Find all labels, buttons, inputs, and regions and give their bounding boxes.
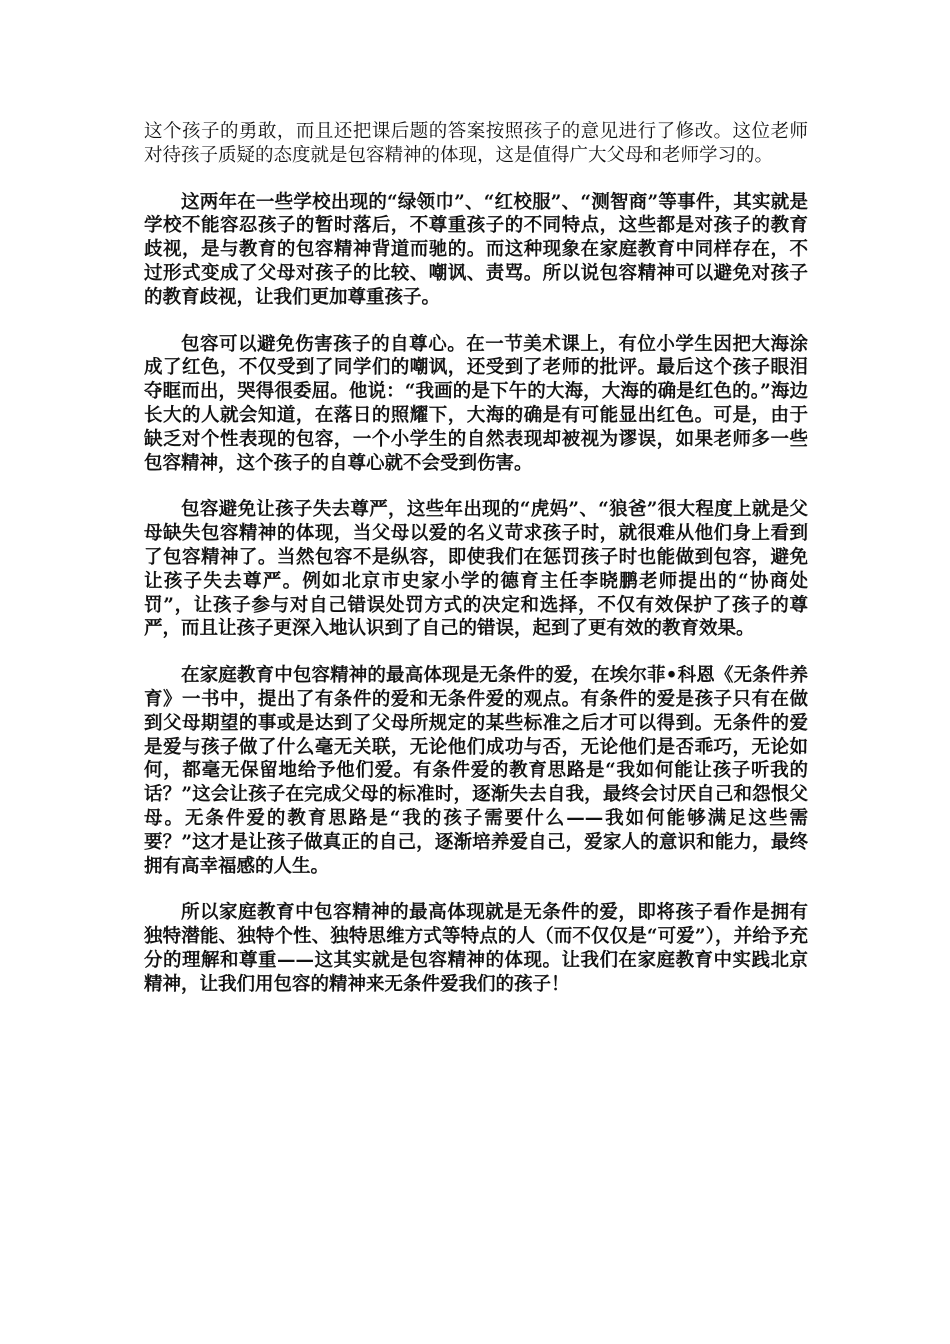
paragraph-2: 这两年在一些学校出现的“绿领巾”、“红校服”、“测智商”等事件，其实就是学校不能容忍孩子的暂时落后，不尊重孩子的不同特点，这些都是对孩子的教育歧视，是与教育的包容精神背道而驰的。而这种现象在家庭教育中同样存在，不过形式变成了父母对孩子的比较、嘲讽、责骂。所以说包容精神可以避免对孩子的教育歧视，让我们更加尊重孩子。	[144, 191, 808, 308]
document-body	[144, 120, 808, 1020]
paragraph-3: 包容可以避免伤害孩子的自尊心。在一节美术课上，有位小学生因把大海涂成了红色，不仅受到了同学们的嘲讽，还受到了老师的批评。最后这个孩子眼泪夺眶而出，哭得很委屈。他说：“我画的是下午的大海，大海的确是红色的。”海边长大的人就会知道，在落日的照耀下，大海的确是有可能显出红色。可是，由于缺乏对个性表现的包容，一个小学生的自然表现却被视为谬误，如果老师多一些包容精神，这个孩子的自尊心就不会受到伤害。	[144, 333, 808, 474]
paragraph-1: 这个孩子的勇敢，而且还把课后题的答案按照孩子的意见进行了修改。这位老师对待孩子质疑的态度就是包容精神的体现，这是值得广大父母和老师学习的。	[144, 121, 808, 166]
paragraph-6: 所以家庭教育中包容精神的最高体现就是无条件的爱，即将孩子看作是拥有独特潜能、独特个性、独特思维方式等特点的人（而不仅仅是“可爱”），并给予充分的理解和尊重——这其实就是包容精神的体现。让我们在家庭教育中实践北京精神，让我们用包容的精神来无条件爱我们的孩子！	[144, 902, 808, 995]
paragraph-5: 在家庭教育中包容精神的最高体现是无条件的爱，在埃尔菲•科恩《无条件养育》一书中，提出了有条件的爱和无条件爱的观点。有条件的爱是孩子只有在做到父母期望的事或是达到了父母所规定的某些标准之后才可以得到。无条件的爱是爱与孩子做了什么毫无关联，无论他们成功与否，无论他们是否乖巧，无论如何，都毫无保留地给予他们爱。有条件爱的教育思路是“我如何能让孩子听我的话？”这会让孩子在完成父母的标准时，逐渐失去自我，最终会讨厌自己和怨恨父母。无条件爱的教育思路是“我的孩子需要什么——我如何能够满足这些需要？”这才是让孩子做真正的自己，逐渐培养爱自己，爱家人的意识和能力，最终拥有高幸福感的人生。	[144, 665, 808, 877]
paragraph-4: 包容避免让孩子失去尊严，这些年出现的“虎妈”、“狼爸”很大程度上就是父母缺失包容精神的体现，当父母以爱的名义苛求孩子时，就很难从他们身上看到了包容精神了。当然包容不是纵容，即使我们在惩罚孩子时也能做到包容，避免让孩子失去尊严。例如北京市史家小学的德育主任李晓鹏老师提出的“协商处罚”，让孩子参与对自己错误处罚方式的决定和选择，不仅有效保护了孩子的尊严，而且让孩子更深入地认识到了自己的错误，起到了更有效的教育效果。	[144, 499, 808, 640]
